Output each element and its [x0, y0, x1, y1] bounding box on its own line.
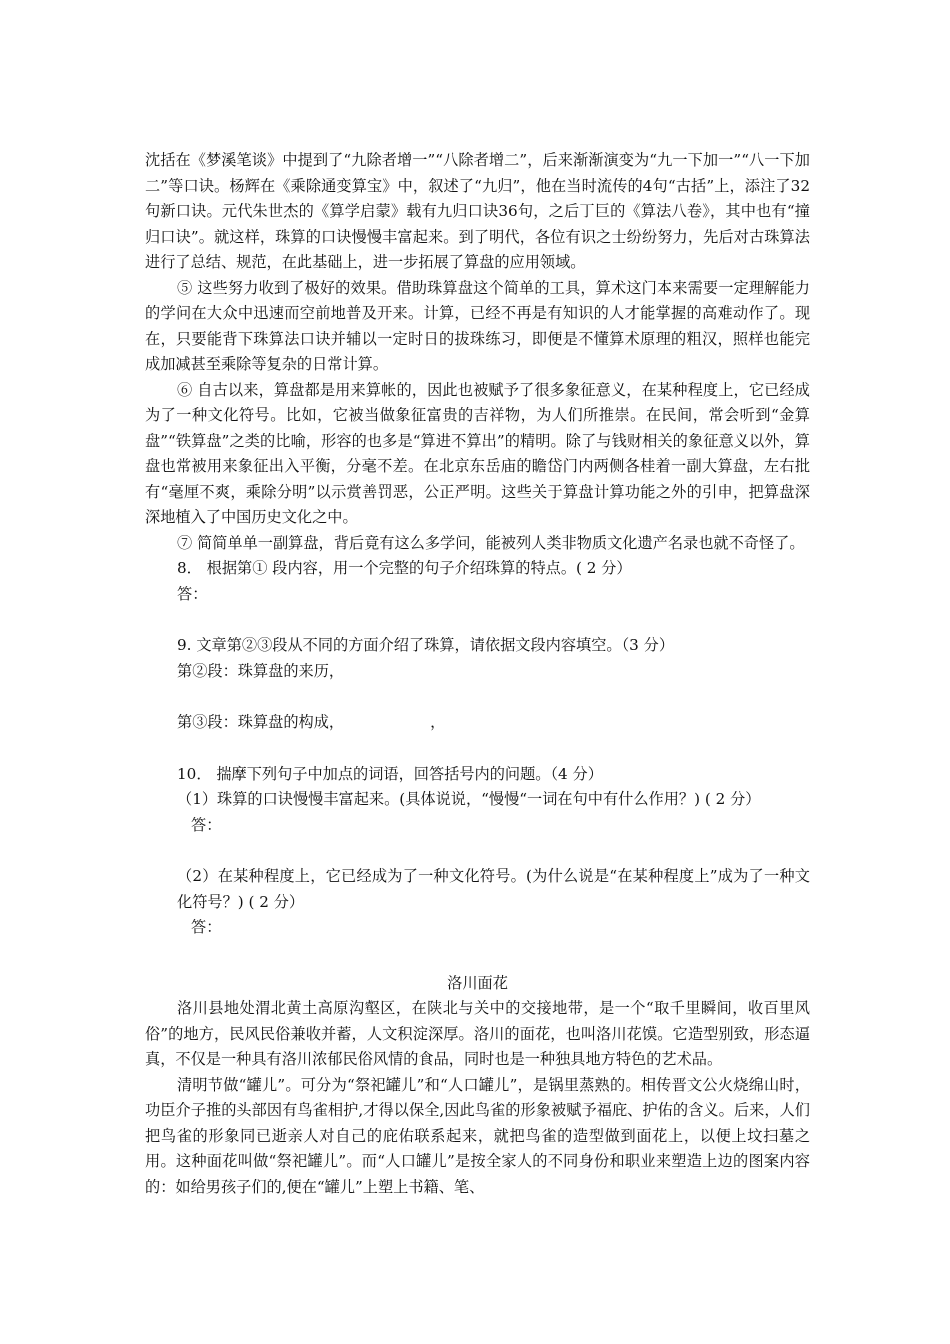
question-10-2-answer-label: 答：: [191, 918, 222, 936]
question-10: 10． 揣摩下列句子中加点的词语，回答括号内的问题。（4 分）: [177, 764, 603, 783]
paragraph-7: ⑦ 简简单单一副算盘，背后竟有这么多学问，能被列人类非物质文化遗产名录也就不奇怪了。: [177, 533, 805, 552]
question-9-line-2-comma: ，: [430, 713, 446, 731]
question-10-1: （1）珠算的口诀慢慢丰富起来。(具体说说，“慢慢“一词在句中有什么作用？) ( 2 分）: [177, 790, 761, 808]
answer-space: [145, 607, 810, 633]
question-10-1-answer-label: 答：: [191, 815, 222, 834]
paragraph-5: ⑤ 这些努力收到了极好的效果。借助珠算盘这个简单的工具，算术这门本来需要一定理解能力的学问在大众中迅速而空前地普及开来。计算，已经不再是有知识的人才能掌握的高难动作了。现在，只要能背下珠算法口诀并辅以一定时日的拔珠练习，即便是不懂算术原理的粗汉，照样也能完成加减甚至乘除等复杂的日常计算。: [145, 278, 810, 373]
answer-space: [145, 941, 810, 971]
answer-space: [145, 838, 810, 864]
paragraph-4-continued: 沈括在《梦溪笔谈》中提到了“九除者增一”“八除者增二”，后来渐渐演变为“九一下加一”“八一下加二”等口诀。杨辉在《乘除通变算宝》中，叙述了“九归”，他在当时流传的4句“古括”上，添注了32句新口诀。元代朱世杰的《算学启蒙》载有九归口诀36句，之后丁巨的《算法八卷》，其中也有“撞归口诀”。就这样，珠算的口诀慢慢丰富起来。到了明代，各位有识之士纷纷努力，先后对古珠算法进行了总结、规范，在此基础上，进一步拓展了算盘的应用领域。: [145, 151, 810, 271]
question-8-answer-label: 答：: [177, 584, 208, 603]
question-9-line-2: [145, 710, 810, 736]
question-8: 8． 根据第① 段内容，用一个完整的句子介绍珠算的特点。( 2 分）: [177, 559, 632, 577]
question-10-2: （2）在某种程度上，它已经成为了一种文化符号。(为什么说是“在某种程度上”成为了一种文化符号？) ( 2 分）: [177, 867, 810, 911]
question-9: 9. 文章第②③段从不同的方面介绍了珠算，请依据文段内容填空。（3 分）: [177, 636, 675, 654]
paragraph-6: ⑥ 自古以来，算盘都是用来算帐的，因此也被赋予了很多象征意义，在某种程度上，它已经成为了一种文化符号。比如，它被当做象征富贵的吉祥物，为人们所推崇。在民间，常会听到“金算盘”“铁算盘”之类的比喻，形容的也多是“算进不算出”的精明。除了与钱财相关的象征意义以外，算盘也常被用来象征出入平衡，分毫不差。在北京东岳庙的瞻岱门内两侧各桂着一副大算盘，左右批有“毫厘不爽，乘除分明”以示赏善罚恶，公正严明。这些关于算盘计算功能之外的引申，把算盘深深地植入了中国历史文化之中。: [145, 380, 810, 526]
article-2-title: 洛川面花: [447, 973, 508, 992]
article-2-paragraph-2: 清明节做“罐儿”。可分为“祭祀罐儿”和“人口罐儿”，是锅里蒸熟的。相传晋文公火烧绵山时，功臣介子推的头部因有鸟雀相护,才得以保全,因此鸟雀的形象被赋予福庇、护佑的含义。后来，人们把鸟雀的形象同已逝亲人对自己的庇佑联系起来，就把鸟雀的造型做到面花上，以便上坟扫墓之用。这种面花叫做“祭祀罐儿”。而“人口罐儿”是按全家人的不同身份和职业来塑造上边的图案内容的：如给男孩子们的,便在“罐儿”上塑上书籍、笔、: [145, 1075, 810, 1196]
answer-space: [145, 684, 810, 710]
article-2-paragraph-1: 洛川县地处渭北黄土高原沟壑区，在陕北与关中的交接地带，是一个“取千里瞬间，收百里风俗”的地方，民风民俗兼收并蓄，人文积淀深厚。洛川的面花，也叫洛川花馍。它造型别致，形态逼真，不仅是一种具有洛川浓郁民俗风情的食品，同时也是一种独具地方特色的艺术品。: [145, 999, 810, 1068]
answer-space: [145, 736, 810, 762]
question-9-line-1: 第②段：珠算盘的来历，: [177, 661, 345, 680]
document-page: [145, 148, 810, 1200]
question-9-line-2-text: 第③段：珠算盘的构成，: [177, 713, 345, 731]
